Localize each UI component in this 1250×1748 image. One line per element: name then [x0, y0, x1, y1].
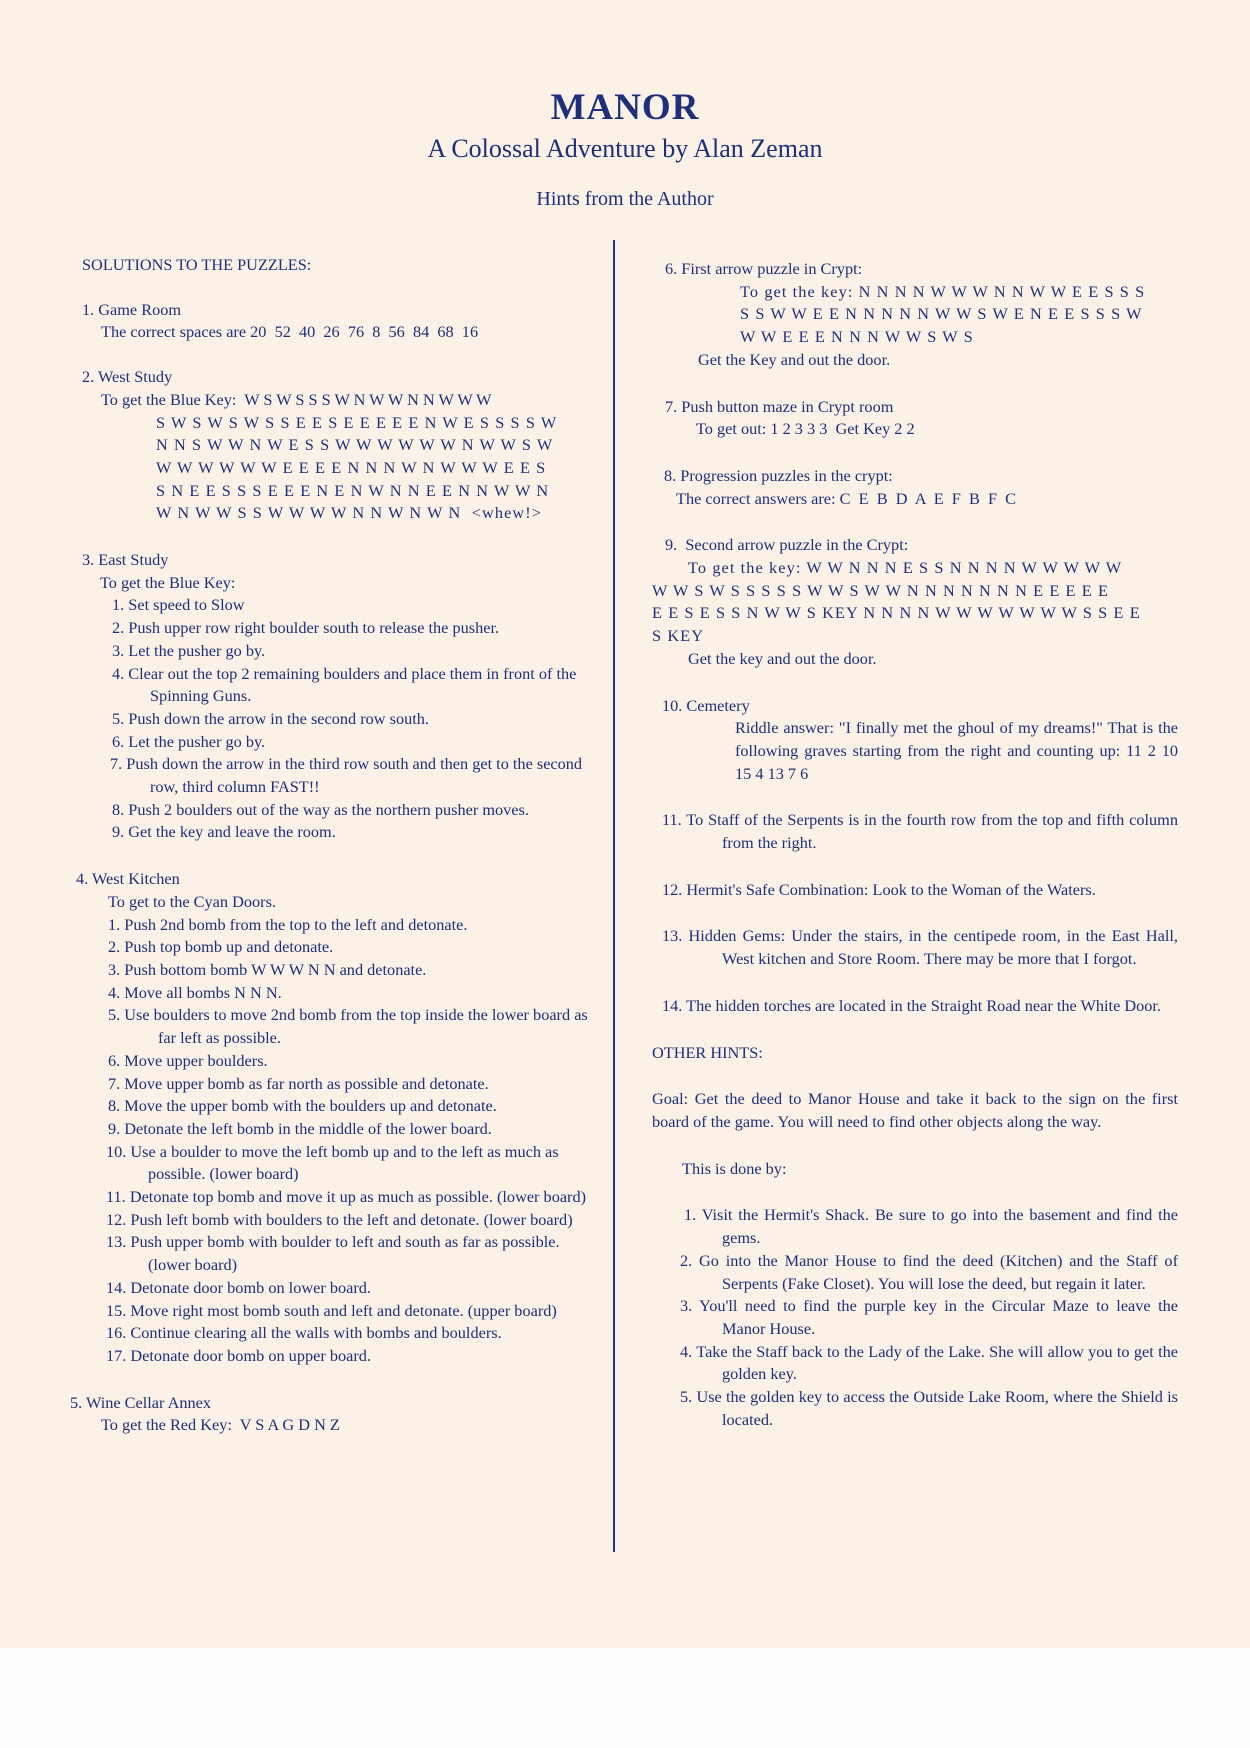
solutions-heading: SOLUTIONS TO THE PUZZLES:: [82, 255, 312, 274]
list-item: 3. Push bottom bomb W W W N N and detonate.: [108, 959, 427, 979]
move-sequence-line: E E S E S S N W W S KEY N N N N W W W W W W W S S E E: [652, 603, 1141, 623]
section-button-maze-text: To get out: 1 2 3 3 3 Get Key 2 2: [696, 419, 915, 439]
section-progression-text: The correct answers are: C E B D A E F B F C: [676, 488, 1017, 508]
page-title: MANOR: [550, 87, 700, 128]
move-sequence-line: S S W W E E N N N N N W W S W E N E E S S S W: [740, 304, 1143, 324]
list-item: 14. Detonate door bomb on lower board.: [106, 1277, 371, 1297]
section-west-kitchen-title: 4. West Kitchen: [76, 869, 180, 889]
section-east-study-title: 3. East Study: [82, 550, 169, 570]
section-west-kitchen-text: To get to the Cyan Doors.: [108, 891, 276, 911]
list-item: 10. Use a boulder to move the left bomb up and to the left as much as possible. (lower board): [106, 1141, 559, 1184]
done-by-text: This is done by:: [682, 1158, 787, 1178]
list-item: 6. Move upper boulders.: [108, 1050, 268, 1070]
hints-heading: Hints from the Author: [536, 188, 714, 210]
list-item: 4. Take the Staff back to the Lady of the Lake. She will allow you to get the golden key.: [680, 1341, 1178, 1384]
hint-staff-location: 11. To Staff of the Serpents is in the fourth row from the top and fifth column from the right.: [662, 810, 1178, 853]
hint-safe-combination: 12. Hermit's Safe Combination: Look to the Woman of the Waters.: [662, 879, 1096, 899]
list-item: 1. Visit the Hermit's Shack. Be sure to go into the basement and find the gems.: [684, 1205, 1178, 1248]
list-item: 2. Go into the Manor House to find the deed (Kitchen) and the Staff of Serpents (Fake Closet). You will lose the deed, but regain it later.: [680, 1250, 1178, 1293]
list-item: 3. You'll need to find the purple key in the Circular Maze to leave the Manor House.: [680, 1296, 1178, 1338]
move-sequence-line: To get the key: W W N N N E S S N N N N W W W W W: [688, 558, 1123, 578]
list-item: 12. Push left bomb with boulders to the left and detonate. (lower board): [106, 1209, 573, 1229]
move-sequence-line: W N W W S S W W W W N N W N W N <whew!>: [156, 503, 543, 523]
section-first-arrow-end: Get the Key and out the door.: [698, 349, 891, 369]
list-item: 3. Let the pusher go by.: [112, 640, 266, 660]
list-item: 13. Push upper bomb with boulder to left and south as far as possible. (lower board): [106, 1232, 560, 1275]
section-cemetery-title: 10. Cemetery: [662, 695, 750, 715]
hint-hidden-torches: 14. The hidden torches are located in the Straight Road near the White Door.: [662, 995, 1161, 1015]
list-item: 9. Detonate the left bomb in the middle of the lower board.: [108, 1118, 492, 1138]
hint-hidden-gems: 13. Hidden Gems: Under the stairs, in the centipede room, in the East Hall, West kitchen and Store Room. There may be more that I forgot.: [662, 926, 1178, 969]
list-item: 1. Set speed to Slow: [112, 595, 245, 615]
list-item: 4. Clear out the top 2 remaining boulders and place them in front of the Spinning Guns.: [112, 663, 577, 706]
list-item: 5. Use boulders to move 2nd bomb from the top inside the lower board as far left as possible.: [108, 1005, 588, 1048]
section-west-study-text: To get the Blue Key: W S W S S S W N W W N N W W W: [101, 389, 492, 409]
list-item: 2. Push top bomb up and detonate.: [108, 937, 334, 957]
list-item: 5. Use the golden key to access the Outside Lake Room, where the Shield is located.: [680, 1387, 1178, 1429]
section-cemetery-text: Riddle answer: "I finally met the ghoul of my dreams!" That is the following graves starting from the right and counting up: 11 2 10 15 4 13 7 6: [735, 718, 1178, 783]
section-second-arrow-title: 9. Second arrow puzzle in the Crypt:: [665, 535, 909, 555]
section-button-maze-title: 7. Push button maze in Crypt room: [665, 396, 894, 416]
goal-paragraph: Goal: Get the deed to Manor House and take it back to the sign on the first board of the game. You will need to find other objects along the way.: [652, 1089, 1178, 1131]
section-west-study-title: 2. West Study: [82, 367, 173, 387]
list-item: 16. Continue clearing all the walls with bombs and boulders.: [106, 1323, 502, 1343]
section-east-study-text: To get the Blue Key:: [100, 572, 236, 592]
list-item: 8. Move the upper bomb with the boulders up and detonate.: [108, 1096, 497, 1116]
right-column: [652, 258, 1178, 1431]
list-item: 17. Detonate door bomb on upper board.: [106, 1345, 371, 1365]
list-item: 5. Push down the arrow in the second row south.: [112, 708, 429, 728]
list-item: 7. Push down the arrow in the third row south and then get to the second row, third column FAST!!: [110, 754, 583, 797]
list-item: 4. Move all bombs N N N.: [108, 982, 282, 1002]
move-sequence-line: N N S W W N W E S S W W W W W W N W W S W: [156, 435, 554, 455]
list-item: 8. Push 2 boulders out of the way as the northern pusher moves.: [112, 799, 529, 819]
page-subtitle: A Colossal Adventure by Alan Zeman: [427, 134, 823, 163]
move-sequence-line: To get the key: N N N N W W W N N W W E E S S S: [740, 281, 1146, 301]
move-sequence-line: S KEY: [652, 626, 705, 646]
section-first-arrow-title: 6. First arrow puzzle in Crypt:: [665, 259, 863, 278]
list-item: 9. Get the key and leave the room.: [112, 822, 336, 842]
list-item: 2. Push upper row right boulder south to release the pusher.: [112, 618, 500, 638]
list-item: 6. Let the pusher go by.: [112, 731, 266, 751]
column-divider: [613, 240, 615, 1552]
section-wine-cellar-title: 5. Wine Cellar Annex: [70, 1392, 212, 1412]
page-margin: [0, 1648, 1250, 1748]
move-sequence-line: S N E E S S S E E E N E N W N N E E N N W W N: [156, 480, 550, 500]
list-item: 7. Move upper bomb as far north as possible and detonate.: [108, 1073, 489, 1093]
section-game-room-text: The correct spaces are 20 52 40 26 76 8 56 84 68 16: [101, 322, 479, 342]
move-sequence-line: S W S W S W S S E E S E E E E E N W E S S S S W: [156, 412, 558, 432]
section-game-room-title: 1. Game Room: [82, 299, 182, 319]
list-item: 1. Push 2nd bomb from the top to the left and detonate.: [108, 914, 468, 934]
move-sequence-line: W W E E E N N N W W S W S: [740, 327, 974, 347]
other-hints-heading: OTHER HINTS:: [652, 1042, 763, 1062]
section-wine-cellar-text: To get the Red Key: V S A G D N Z: [101, 1415, 340, 1435]
left-column: [70, 254, 598, 1437]
list-item: 15. Move right most bomb south and left and detonate. (upper board): [106, 1300, 557, 1320]
section-second-arrow-end: Get the key and out the door.: [688, 648, 877, 668]
move-sequence-line: W W S W S S S S S W W S W W N N N N N N N E E E E E: [652, 580, 1110, 600]
move-sequence-line: W W W W W W E E E E N N N W N W W W E E S: [156, 457, 547, 477]
list-item: 11. Detonate top bomb and move it up as much as possible. (lower board): [106, 1187, 587, 1207]
section-progression-title: 8. Progression puzzles in the crypt:: [664, 465, 893, 485]
